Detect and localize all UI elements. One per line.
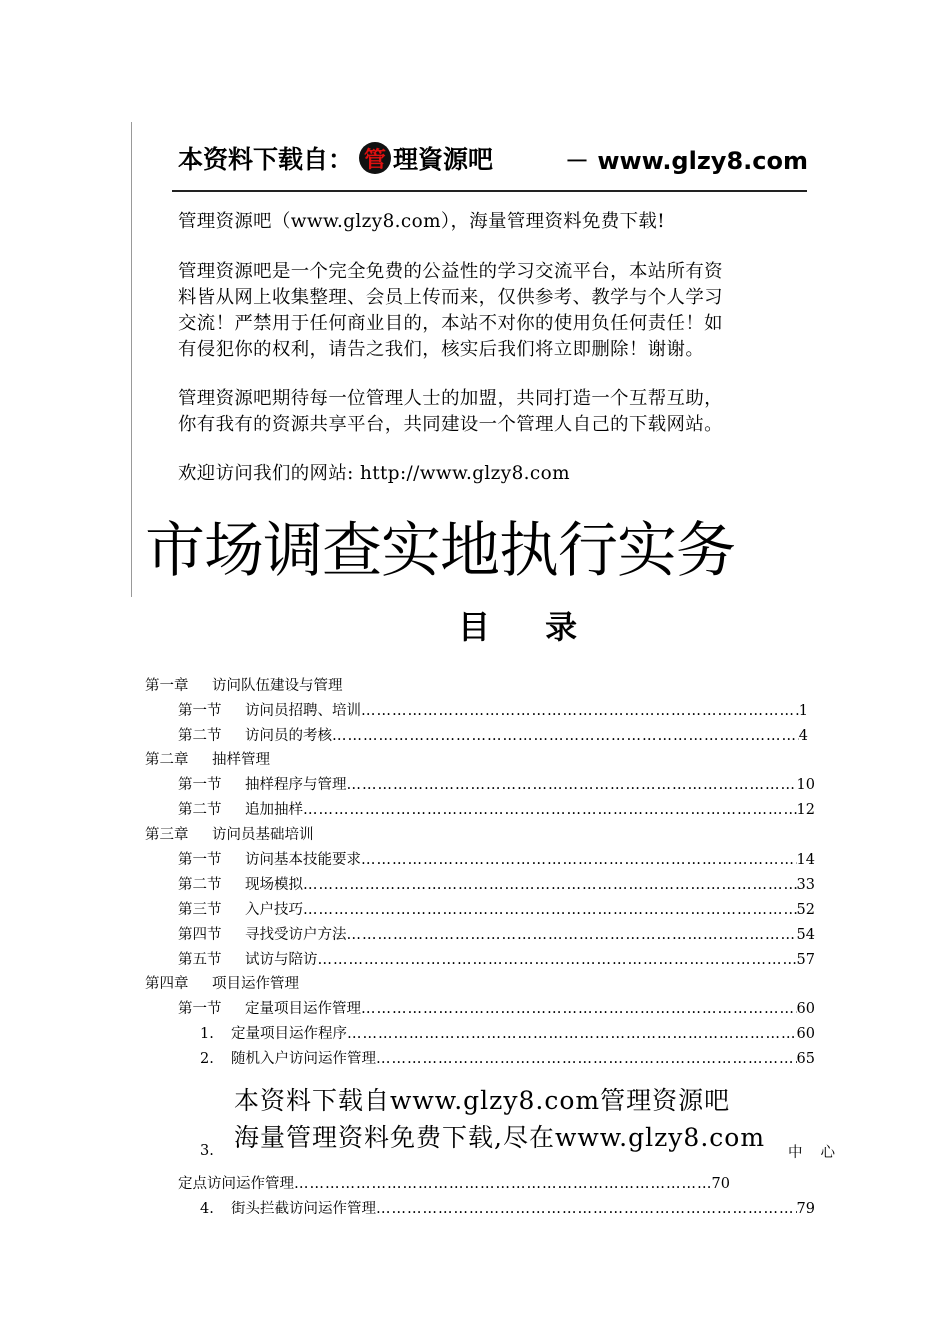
toc-section[interactable] [178, 999, 815, 1019]
toc-leader [318, 950, 797, 970]
toc-leader [303, 875, 797, 895]
toc-number: 第二节 [178, 728, 222, 744]
toc-section[interactable] [178, 850, 815, 870]
toc-label: 入户技巧 [245, 902, 303, 918]
toc-chapter[interactable] [145, 825, 314, 845]
toc-leader [303, 800, 797, 820]
toc-label: 抽样管理 [212, 752, 270, 768]
toc-item[interactable] [200, 1199, 815, 1219]
toc-section[interactable] [178, 875, 815, 895]
intro-para2-line3: 交流！严禁用于任何商业目的，本站不对你的使用负任何责任！如 [178, 313, 723, 334]
site-logo: 管 [359, 142, 391, 174]
toc-leader [376, 1049, 797, 1069]
toc-page: 1 [798, 703, 808, 719]
toc-leader [347, 925, 797, 945]
toc-label: 抽样程序与管理 [245, 777, 347, 793]
toc-number: 第二节 [178, 877, 222, 893]
intro-line1: 管理资源吧（www.glzy8.com），海量管理资料免费下载! [178, 211, 665, 232]
toc-leader [294, 1174, 712, 1194]
intro-para2-line4: 有侵犯你的权利，请告之我们，核实后我们将立即删除！谢谢。 [178, 339, 705, 360]
watermark-line2: 海量管理资料免费下载,尽在www.glzy8.com [234, 1123, 766, 1152]
toc-label: 定量项目运作管理 [245, 1001, 361, 1017]
toc-label: 定量项目运作程序 [231, 1026, 347, 1042]
banner-site-name: 理資源吧 [393, 145, 494, 174]
toc-label: 访问员的考核 [245, 728, 332, 744]
toc-page: 12 [796, 802, 815, 818]
toc-page: 65 [796, 1051, 815, 1067]
toc-number: 第二章 [145, 752, 189, 768]
toc-number: 第四节 [178, 927, 222, 943]
toc-leader [347, 775, 797, 795]
intro-para3-line2: 你有我有的资源共享平台，共同建设一个管理人自己的下载网站。 [178, 414, 723, 435]
toc-number: 第一节 [178, 1001, 222, 1017]
toc-leader [361, 999, 797, 1019]
toc-page: 79 [796, 1201, 815, 1217]
toc-page: 54 [796, 927, 815, 943]
visit-site-text[interactable]: 欢迎访问我们的网站: http://www.glzy8.com [178, 463, 570, 484]
toc-number: 3. [200, 1143, 214, 1159]
toc-label: 定点访问运作管理 [178, 1176, 294, 1192]
banner-prefix: 本资料下载自： [178, 145, 354, 174]
toc-leader [376, 1199, 797, 1219]
watermark-trailing: 中心 [788, 1145, 853, 1161]
toc-leader [332, 726, 799, 746]
toc-page: 70 [711, 1176, 730, 1192]
toc-page: 14 [796, 852, 815, 868]
toc-number: 第三章 [145, 827, 189, 843]
toc-label: 访问员招聘、培训 [245, 703, 361, 719]
toc-item[interactable] [200, 1024, 815, 1044]
toc-item[interactable] [178, 1174, 730, 1194]
toc-item[interactable] [200, 1049, 815, 1069]
intro-para3-line1: 管理资源吧期待每一位管理人士的加盟，共同打造一个互帮互助， [178, 388, 723, 409]
toc-number: 第一节 [178, 777, 222, 793]
toc-label: 访问基本技能要求 [245, 852, 361, 868]
toc-section[interactable] [178, 925, 815, 945]
toc-page: 10 [796, 777, 815, 793]
toc-label: 随机入户访问运作管理 [231, 1051, 376, 1067]
toc-page: 4 [798, 728, 808, 744]
toc-number: 2. [200, 1051, 214, 1067]
watermark-line1: 本资料下载自www.glzy8.com管理资源吧 [234, 1086, 731, 1115]
toc-label: 试访与陪访 [245, 952, 318, 968]
toc-label: 现场模拟 [245, 877, 303, 893]
toc-section[interactable] [178, 775, 815, 795]
toc-leader [361, 701, 799, 721]
toc-number: 1. [200, 1026, 214, 1042]
toc-number: 4. [200, 1201, 214, 1217]
toc-leader [303, 900, 797, 920]
toc-heading: 目 录 [458, 608, 600, 646]
toc-page: 57 [796, 952, 815, 968]
toc-section[interactable] [178, 950, 815, 970]
toc-page: 52 [796, 902, 815, 918]
toc-number: 第三节 [178, 902, 222, 918]
toc-section[interactable] [178, 900, 815, 920]
intro-para2-line1: 管理资源吧是一个完全免费的公益性的学习交流平台，本站所有资 [178, 261, 723, 282]
toc-page: 60 [796, 1026, 815, 1042]
toc-label: 访问员基础培训 [212, 827, 314, 843]
toc-number: 第一节 [178, 703, 222, 719]
document-title: 市场调查实地执行实务 [145, 516, 735, 586]
toc-number: 第一节 [178, 852, 222, 868]
toc-section[interactable] [178, 800, 815, 820]
banner-divider [172, 190, 807, 192]
toc-number: 第五节 [178, 952, 222, 968]
intro-para2-line2: 料皆从网上收集整理、会员上传而来，仅供参考、教学与个人学习 [178, 287, 723, 308]
toc-leader [361, 850, 797, 870]
toc-number: 第二节 [178, 802, 222, 818]
source-banner [178, 138, 808, 178]
toc-label: 街头拦截访问运作管理 [231, 1201, 376, 1217]
toc-label: 寻找受访户方法 [245, 927, 347, 943]
toc-section[interactable] [178, 726, 808, 746]
toc-chapter[interactable] [145, 750, 270, 770]
toc-label: 追加抽样 [245, 802, 303, 818]
toc-page: 33 [796, 877, 815, 893]
toc-page: 60 [796, 1001, 815, 1017]
toc-leader [347, 1024, 797, 1044]
margin-line [131, 122, 132, 597]
toc-chapter[interactable] [145, 676, 343, 696]
toc-label: 项目运作管理 [212, 976, 299, 992]
toc-number: 第一章 [145, 678, 189, 694]
toc-chapter[interactable] [145, 974, 299, 994]
toc-number: 第四章 [145, 976, 189, 992]
banner-url[interactable]: － www.glzy8.com [564, 146, 808, 175]
toc-section[interactable] [178, 701, 808, 721]
toc-label: 访问队伍建设与管理 [212, 678, 343, 694]
